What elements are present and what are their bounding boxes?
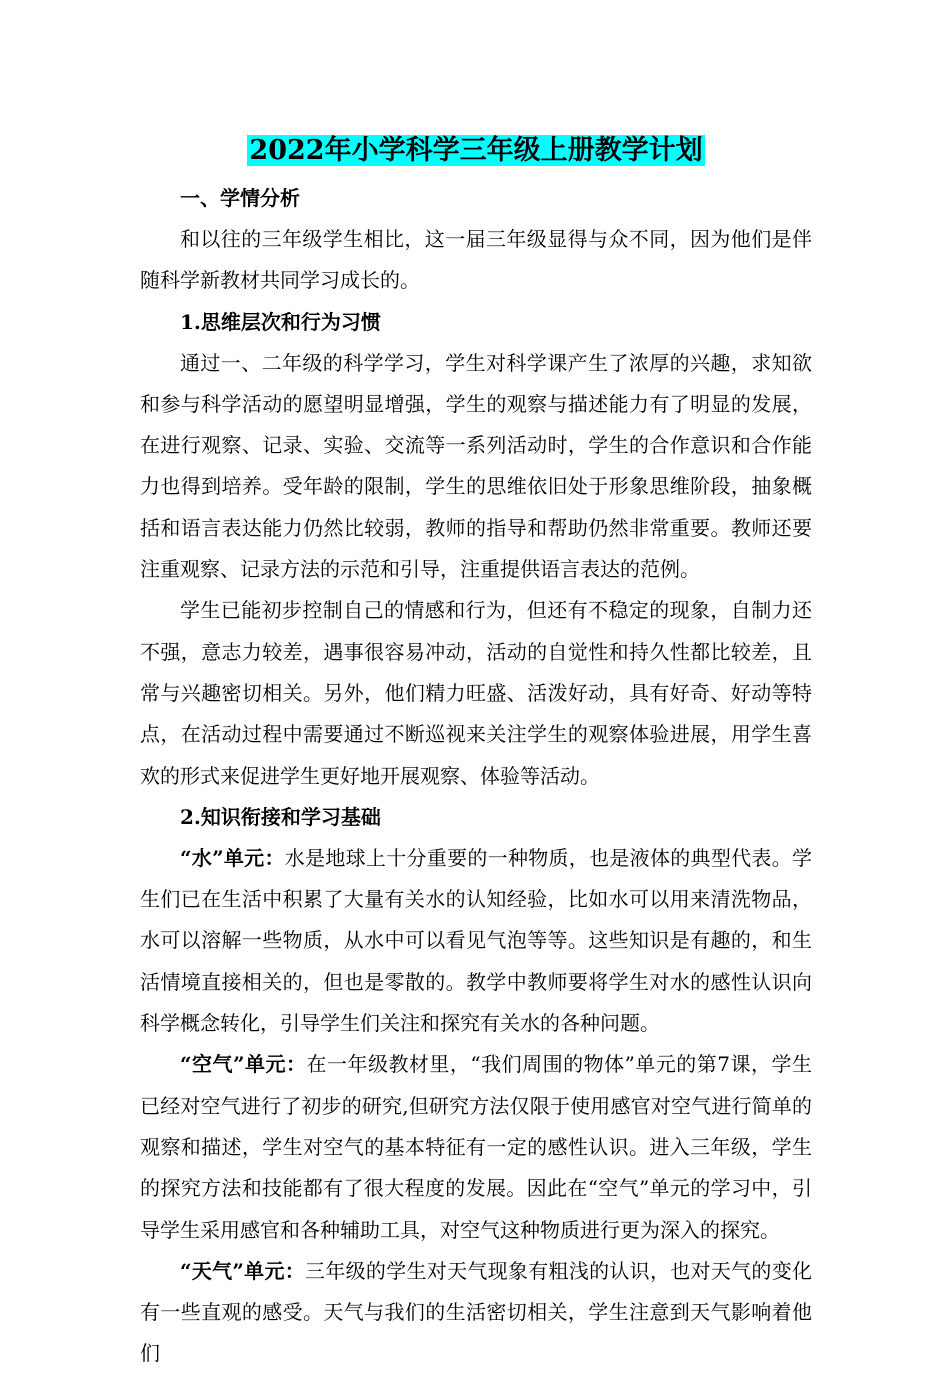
- document-body: [140, 126, 812, 1375]
- subheading-knowledge-basis: 2.知识衔接和学习基础: [180, 804, 381, 829]
- paragraph-thinking-1: 通过一、二年级的科学学习，学生对科学课产生了浓厚的兴趣，求知欲和参与科学活动的愿望明显增强，学生的观察与描述能力有了明显的发展，在进行观察、记录、实验、交流等一系列活动时，学生的合作意识和合作能力也得到培养。受年龄的限制，学生的思维依旧处于形象思维阶段，抽象概括和语言表达能力仍然比较弱，教师的指导和帮助仍然非常重要。教师还要注重观察、记录方法的示范和引导，注重提供语言表达的范例。: [140, 350, 812, 582]
- air-unit-label: “空气”单元：: [180, 1052, 307, 1077]
- paragraph-water-unit: [140, 838, 812, 1044]
- weather-unit-label: “天气”单元：: [180, 1258, 306, 1283]
- paragraph-air-unit: [140, 1044, 812, 1250]
- paragraph-intro: 和以往的三年级学生相比，这一届三年级显得与众不同，因为他们是伴随科学新教材共同学习成长的。: [140, 227, 812, 293]
- weather-unit-text: 三年级的学生对天气现象有粗浅的认识，也对天气的变化有一些直观的感受。天气与我们的生活密切相关，学生注意到天气影响着他们: [140, 1258, 813, 1366]
- water-unit-label: “水”单元：: [180, 845, 285, 870]
- paragraph-weather-unit: [140, 1251, 812, 1375]
- document-title: [140, 126, 812, 176]
- subheading-thinking-habits: 1.思维层次和行为习惯: [180, 309, 381, 334]
- water-unit-text: 水是地球上十分重要的一种物质，也是液体的典型代表。学生们已在生活中积累了大量有关水的认知经验，比如水可以用来清洗物品，水可以溶解一些物质，从水中可以看见气泡等等。这些知识是有趣的，和生活情境直接相关的，但也是零散的。教学中教师要将学生对水的感性认识向科学概念转化，引导学生们关注和探究有关水的各种问题。: [140, 845, 812, 1036]
- paragraph-thinking-2: 学生已能初步控制自己的情感和行为，但还有不稳定的现象，自制力还不强，意志力较差，遇事很容易冲动，活动的自觉性和持久性都比较差，且常与兴趣密切相关。另外，他们精力旺盛、活泼好动，具有好奇、好动等特点，在活动过程中需要通过不断巡视来关注学生的观察体验进展，用学生喜欢的形式来促进学生更好地开展观察、体验等活动。: [140, 598, 812, 788]
- document-title-text: 2022年小学科学三年级上册教学计划: [249, 135, 703, 166]
- section-heading-learning-analysis: 一、学情分析: [180, 186, 300, 210]
- air-unit-text: 在一年级教材里，“我们周围的物体”单元的第7课，学生已经对空气进行了初步的研究,但研究方法仅限于使用感官对空气进行简单的观察和描述，学生对空气的基本特征有一定的感性认识。进入三年级，学生的探究方法和技能都有了很大程度的发展。因此在“空气”单元的学习中，引导学生采用感官和各种辅助工具，对空气这种物质进行更为深入的探究。: [140, 1052, 812, 1242]
